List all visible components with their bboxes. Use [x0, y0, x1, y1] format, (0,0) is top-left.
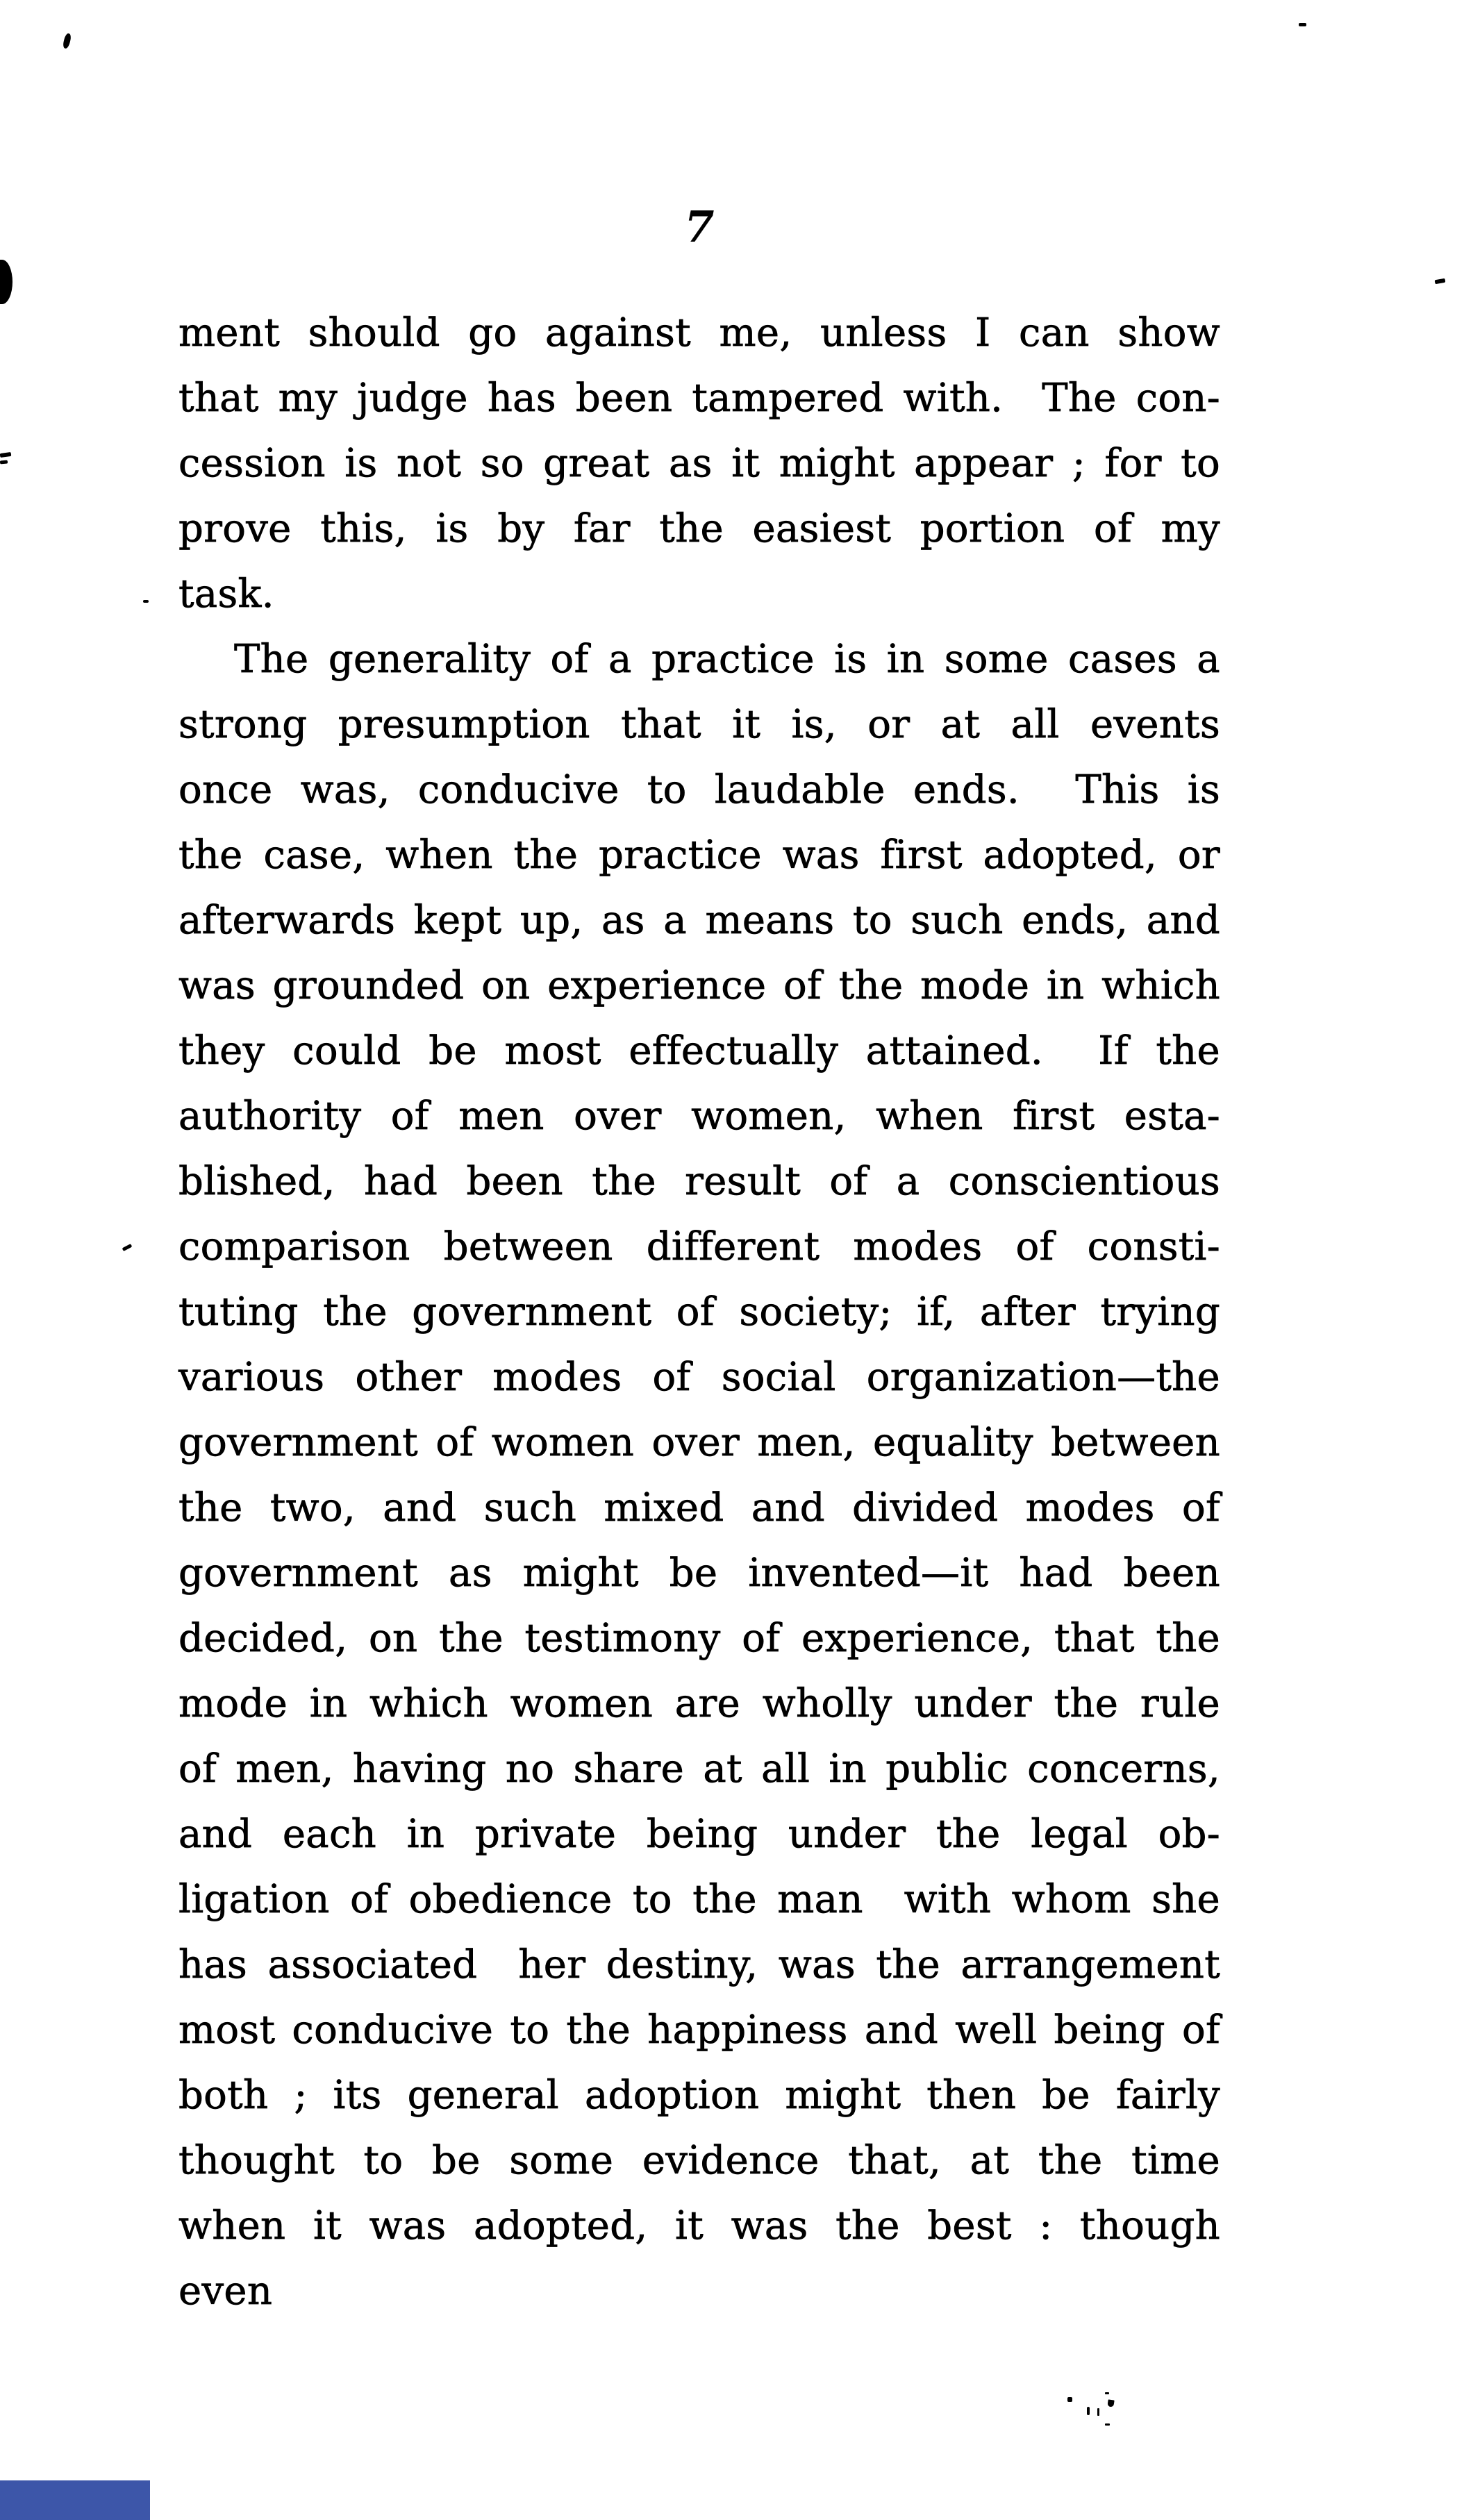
text-line: decided, on the testimony of experience, that the	[178, 1616, 1220, 1661]
page-number: 7	[684, 201, 715, 252]
page-text-block	[178, 301, 1220, 2324]
text-line: most conducive to the happiness and well being of	[178, 2008, 1220, 2053]
text-line: the two, and such mixed and divided modes of	[178, 1485, 1220, 1530]
text-line: strong presumption that it is, or at all events	[178, 702, 1220, 747]
text-line: thought to be some evidence that, at the time	[178, 2138, 1220, 2183]
apostrophe-speck	[62, 33, 72, 49]
text-line: when it was adopted, it was the best : though even	[178, 2203, 1220, 2314]
text-line: ment should go against me, unless I can show	[178, 310, 1220, 356]
ink-blot-left	[0, 260, 13, 304]
text-line: that my judge has been tampered with. The con-	[178, 376, 1220, 421]
margin-tick	[122, 1244, 133, 1251]
speck-cluster-1	[1067, 2397, 1072, 2402]
text-line: was grounded on experience of the mode in which	[178, 963, 1220, 1008]
text-line: the case, when the practice was first adopted, or	[178, 833, 1220, 878]
text-line: comparison between different modes of consti-	[178, 1224, 1220, 1269]
text-line: The generality of a practice is in some cases a	[234, 637, 1220, 682]
margin-dot	[143, 600, 149, 603]
text-line: afterwards kept up, as a means to such ends, and	[178, 898, 1220, 943]
text-line: blished, had been the result of a conscientious	[178, 1159, 1220, 1204]
text-line: mode in which women are wholly under the rule	[178, 1681, 1220, 1726]
speck-cluster-6	[1105, 2423, 1110, 2426]
text-line: prove this, is by far the easiest portion of my task.	[178, 506, 1220, 617]
text-line: once was, conducive to laudable ends. This is	[178, 767, 1220, 812]
text-line: authority of men over women, when first esta-	[178, 1094, 1220, 1139]
speck-cluster-3	[1097, 2408, 1099, 2416]
blue-strip	[0, 2480, 150, 2520]
text-line: government of women over men, equality between	[178, 1420, 1220, 1465]
text-line: they could be most effectually attained. If the	[178, 1028, 1220, 1074]
text-line: both ; its general adoption might then be fairly	[178, 2073, 1220, 2118]
right-dash-top	[1299, 23, 1306, 26]
speck-cluster-5	[1107, 2399, 1114, 2407]
speck-cluster-2	[1087, 2407, 1090, 2415]
text-line: various other modes of social organization—the	[178, 1355, 1220, 1400]
double-dash-mark-2	[0, 460, 8, 465]
text-line: and each in private being under the legal ob-	[178, 1812, 1220, 1857]
speck-cluster-4	[1105, 2392, 1109, 2394]
text-line: tuting the government of society; if, after trying	[178, 1290, 1220, 1335]
text-line: of men, having no share at all in public concerns,	[178, 1746, 1220, 1792]
text-line: cession is not so great as it might appear ; for to	[178, 441, 1220, 486]
text-line: ligation of obedience to the man with whom she	[178, 1877, 1220, 1922]
text-line: has associated her destiny, was the arrangement	[178, 1942, 1220, 1987]
double-dash-mark-1	[0, 452, 11, 458]
text-line: government as might be invented—it had been	[178, 1551, 1220, 1596]
right-dash-mid	[1435, 278, 1446, 285]
